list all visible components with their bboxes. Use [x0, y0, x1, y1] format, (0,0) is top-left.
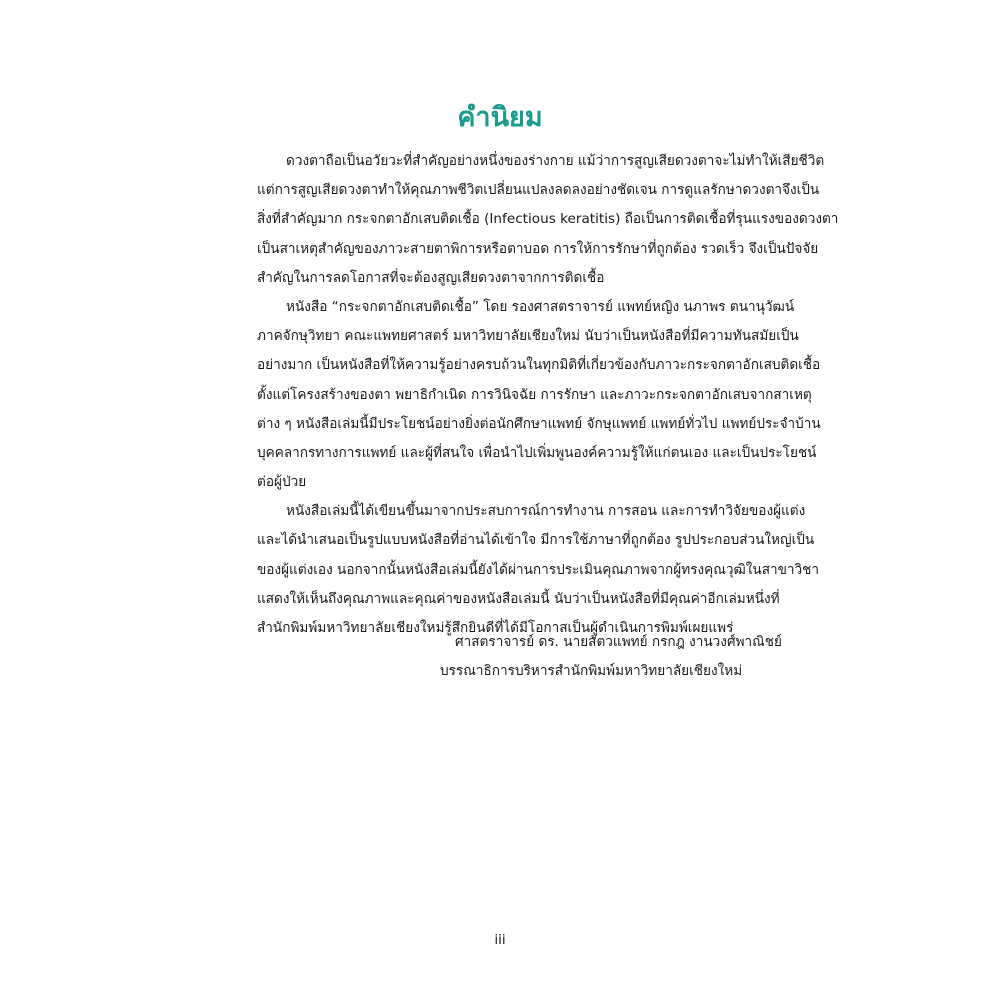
- paragraph-1-line-3: สิ่งที่สำคัญมาก กระจกตาอักเสบติดเชื้อ (Infectious keratitis) ถือเป็นการติดเชื้อที่รุนแรงของดวงตา: [257, 211, 839, 228]
- paragraph-2-line-7: ต่อผู้ป่วย: [257, 474, 307, 491]
- paragraph-2-line-6: บุคคลากรทางการแพทย์ และผู้ที่สนใจ เพื่อนำไปเพิ่มพูนองค์ความรู้ให้แก่ตนเอง และเป็นประโยชน์: [257, 444, 817, 461]
- signatory-name: ศาสตราจารย์ ดร. นายสัตวแพทย์ กรกฎ งานวงศ์พาณิชย์: [455, 634, 782, 650]
- signatory-position: บรรณาธิการบริหารสำนักพิมพ์มหาวิทยาลัยเชียงใหม่: [440, 663, 743, 680]
- paragraph-3-line-2: และได้นำเสนอเป็นรูปแบบหนังสือที่อ่านได้เข้าใจ มีการใช้ภาษาที่ถูกต้อง รูปประกอบส่วนใหญ่เป็น: [257, 532, 815, 549]
- page-number: iii: [494, 932, 506, 948]
- signature-block: [440, 628, 782, 686]
- paragraph-3-line-4: แสดงให้เห็นถึงคุณภาพและคุณค่าของหนังสือเล่มนี้ นับว่าเป็นหนังสือที่มีคุณค่าอีกเล่มหนึ่งที่: [257, 590, 780, 607]
- paragraph-2-line-2: ภาคจักษุวิทยา คณะแพทยศาสตร์ มหาวิทยาลัยเชียงใหม่ นับว่าเป็นหนังสือที่มีความทันสมัยเป็น: [257, 328, 799, 345]
- paragraph-2-line-5: ต่าง ๆ หนังสือเล่มนี้มีประโยชน์อย่างยิ่งต่อนักศึกษาแพทย์ จักษุแพทย์ แพทย์ทั่วไป แพทย์ประจำบ้าน: [257, 415, 821, 432]
- paragraph-1-line-5: สำคัญในการลดโอกาสที่จะต้องสูญเสียดวงตาจากการติดเชื้อ: [257, 269, 605, 286]
- paragraph-3-line-5: สำนักพิมพ์มหาวิทยาลัยเชียงใหม่รู้สึกยินดีที่ได้มีโอกาสเป็นผู้ดำเนินการพิมพ์เผยแพร่: [257, 620, 734, 636]
- foreword-body: [257, 147, 839, 643]
- paragraph-1-line-2: แต่การสูญเสียดวงตาทำให้คุณภาพชีวิตเปลี่ยนแปลงลดลงอย่างชัดเจน การดูแลรักษาดวงตาจึงเป็น: [257, 182, 820, 199]
- paragraph-1-line-1: ดวงตาถือเป็นอวัยวะที่สำคัญอย่างหนึ่งของร่างกาย แม้ว่าการสูญเสียดวงตาจะไม่ทำให้เสียชีวิต: [286, 153, 825, 169]
- paragraph-1-line-4: เป็นสาเหตุสำคัญของภาวะสายตาพิการหรือตาบอด การให้การรักษาที่ถูกต้อง รวดเร็ว จึงเป็นปัจจัย: [257, 240, 819, 257]
- paragraph-3-line-3: ของผู้แต่งเอง นอกจากนั้นหนังสือเล่มนี้ยังได้ผ่านการประเมินคุณภาพจากผู้ทรงคุณวุฒิในสาขาวิชา: [257, 561, 820, 578]
- paragraph-2-line-4: ตั้งแต่โครงสร้างของตา พยาธิกำเนิด การวินิจฉัย การรักษา และภาวะกระจกตาอักเสบจากสาเหตุ: [257, 386, 812, 403]
- paragraph-2-line-3: อย่างมาก เป็นหนังสือที่ให้ความรู้อย่างครบถ้วนในทุกมิติที่เกี่ยวข้องกับภาวะกระจกตาอักเสบติดเชื้อ: [257, 357, 821, 374]
- page-title: คำนิยม: [457, 102, 543, 133]
- paragraph-3-line-1: หนังสือเล่มนี้ได้เขียนขึ้นมาจากประสบการณ์การทำงาน การสอน และการทำวิจัยของผู้แต่ง: [286, 503, 806, 520]
- paragraph-2-line-1: หนังสือ “กระจกตาอักเสบติดเชื้อ” โดย รองศาสตราจารย์ แพทย์หญิง นภาพร ตนานุวัฒน์: [286, 298, 795, 315]
